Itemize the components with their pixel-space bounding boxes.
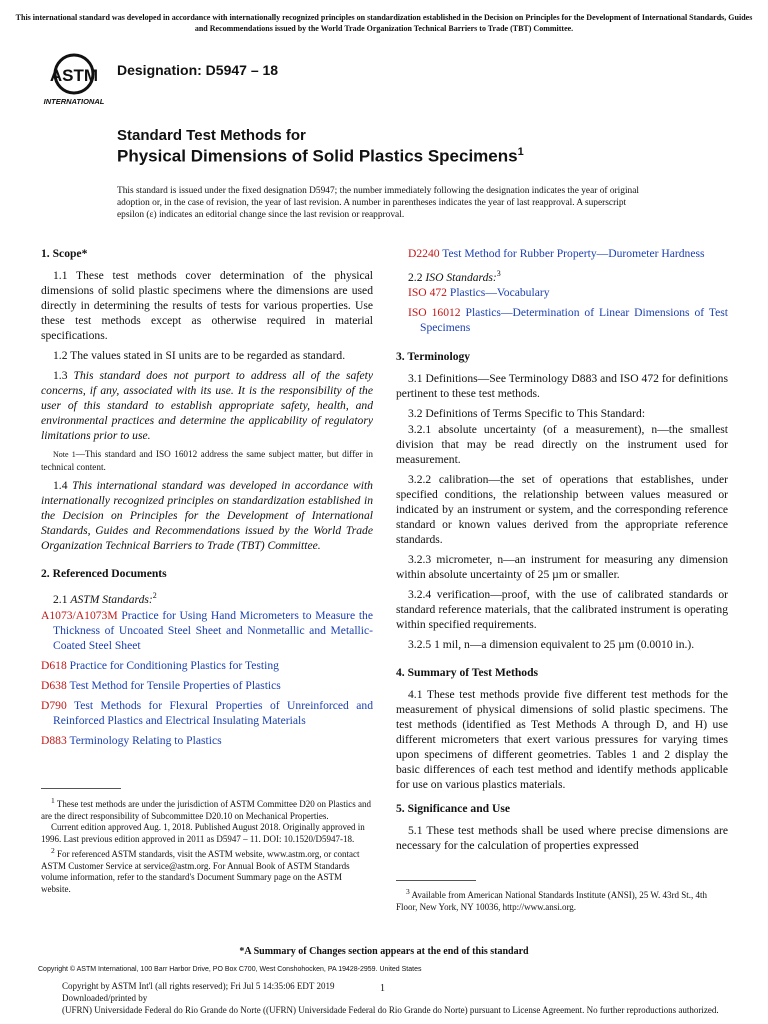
astm-logo xyxy=(38,50,110,106)
ref-code[interactable]: D883 xyxy=(41,733,67,747)
ref-title[interactable]: Terminology Relating to Plastics xyxy=(69,733,222,747)
download-stamp xyxy=(62,980,768,1016)
para-1-3 xyxy=(41,368,373,443)
right-column xyxy=(396,246,728,858)
footnote-text: For referenced ASTM standards, visit the ASTM website, www.astm.org, or contact ASTM Customer Service at service@astm.org. For Annual Book of ASTM Standards volume information, refer to the standard's Document Summary page on the ASTM website. xyxy=(41,849,360,894)
footnote-1: $^1$ These test methods are under the jurisdiction of ASTM Committee D20 on Plastics and are the direct responsibility of Subcommittee D20.10 on Mechanical Properties. xyxy=(41,796,372,821)
ref-code[interactable]: A1073/A1073M xyxy=(41,608,118,622)
ref-title[interactable]: Test Method for Rubber Property—Durometer Hardness xyxy=(442,247,705,260)
ref-iso-16012[interactable] xyxy=(408,305,728,335)
para-4-1: 4.1 These test methods provide five different test methods for the measurement of physical dimensions of solid plastic specimens. The test methods (identified as Test Methods A through D, and H) use different micrometers that exert various pressures for varying times upon specimens of different geometries. Tables 1 and 2 display the basic differences of each test method and identify methods applicable for use on various plastics materials. xyxy=(396,687,728,791)
section-3-heading: 3. Terminology xyxy=(396,349,471,363)
section-5-heading: 5. Significance and Use xyxy=(396,801,511,815)
download-line-2: Downloaded/printed by xyxy=(62,993,148,1003)
ref-title[interactable]: Plastics—Determination of Linear Dimensions of Test Specimens xyxy=(420,305,728,334)
page-number: 1 xyxy=(380,983,385,994)
ref-code[interactable]: D790 xyxy=(41,698,67,712)
left-column xyxy=(41,246,373,753)
ref-d883[interactable] xyxy=(41,733,373,748)
ref-code[interactable]: D618 xyxy=(41,658,67,672)
tbt-notice: This international standard was developed in accordance with internationally recognized principles on standardization established in the Decision on Principles for the Development of International Standards, Guides and Recommendations issued by the World Trade Organization Technical Barriers to Trade (TBT) Committee. xyxy=(15,13,753,33)
note-1 xyxy=(41,448,373,473)
footnote-3: $^3$ Available from American National Standards Institute (ANSI), 25 W. 43rd St., 4th Floor, New York, NY 10036, http://www.ansi.org. xyxy=(396,887,708,912)
section-2-heading: 2. Referenced Documents xyxy=(41,567,167,580)
para-3-2-5: 3.2.5 1 mil, n—a dimension equivalent to 25 µm (0.0010 in.). xyxy=(408,637,695,651)
para-text: This standard does not purport to address all of the safety concerns, if any, associated with its use. It is the responsibility of the user of this standard to establish appropriate safety, health, and environmental practices and determine the applicability of regulatory limitations prior to use. xyxy=(41,369,373,442)
footnote-marker[interactable]: 3 xyxy=(496,269,501,278)
issue-statement: This standard is issued under the fixed designation D5947; the number immediately following the designation indicates the year of original adoption or, in the case of revision, the year of last revision. A number in parentheses indicates the year of last reapproval. A superscript epsilon (ε) indicates an editorial change since the last revision or reapproval. xyxy=(117,186,640,220)
footnote-text: Available from American National Standards Institute (ANSI), 25 W. 43rd St., 4th Floor, New York, NY 10036, http://www.ansi.org. xyxy=(396,890,708,912)
ref-code[interactable]: D2240 xyxy=(408,247,440,260)
para-2-2 xyxy=(396,266,728,285)
para-3-2-3: 3.2.3 micrometer, n—an instrument for measuring any dimension within absolute uncertainty of 25 µm or smaller. xyxy=(396,552,728,581)
download-line-1: Copyright by ASTM Int'l (all rights reserved); Fri Jul 5 14:35:06 EDT 2019 xyxy=(62,981,335,991)
para-3-1: 3.1 Definitions—See Terminology D883 and ISO 472 for definitions pertinent to these test methods. xyxy=(396,371,728,400)
section-1-heading: 1. Scope* xyxy=(41,247,88,260)
title-line-1: Standard Test Methods for xyxy=(117,127,306,144)
ref-title[interactable]: Plastics—Vocabulary xyxy=(449,285,550,299)
ref-a1073[interactable] xyxy=(41,608,373,653)
ref-d638[interactable] xyxy=(41,678,373,693)
note-text: —This standard and ISO 16012 address the same subject matter, but differ in technical content. xyxy=(41,449,373,472)
download-line-3: (UFRN) Universidade Federal do Rio Grande do Norte ((UFRN) Universidade Federal do Rio Grande do Norte) pursuant to License Agreement. No further reproductions authorized. xyxy=(62,1005,719,1015)
para-1-1: 1.1 These test methods cover determination of the physical dimensions of solid plastic specimens where the dimensions are used directly in determining the results of tests for various properties. Use these test methods except as otherwise required in material specifications. xyxy=(41,269,373,342)
svg-text:ASTM: ASTM xyxy=(49,66,99,85)
left-footnotes xyxy=(41,795,373,895)
svg-text:INTERNATIONAL: INTERNATIONAL xyxy=(43,97,105,106)
copyright-line: Copyright © ASTM International, 100 Barr Harbor Drive, PO Box C700, West Conshohocken, PA 19428-2959. United States xyxy=(38,966,422,973)
ref-d2240[interactable] xyxy=(408,246,728,261)
para-3-2-1: 3.2.1 absolute uncertainty (of a measurement), n—the smallest division that may be read directly on the instrument used for measurement. xyxy=(396,422,728,466)
title-footnote-marker[interactable]: 1 xyxy=(517,146,524,158)
para-text: ASTM Standards: xyxy=(70,592,153,606)
ref-iso-472[interactable] xyxy=(408,285,728,300)
section-4-heading: 4. Summary of Test Methods xyxy=(396,665,539,679)
title-line-2 xyxy=(117,146,524,167)
para-number: 1.3 xyxy=(53,369,68,382)
summary-of-changes-note: *A Summary of Changes section appears at the end of this standard xyxy=(239,946,529,957)
para-5-1: 5.1 These test methods shall be used where precise dimensions are necessary for the calculation of properties expressed xyxy=(396,823,728,852)
para-number: 2.2 xyxy=(408,270,423,284)
footnote-rule xyxy=(396,880,476,881)
iso-reference-list xyxy=(408,285,728,335)
footnote-text: These test methods are under the jurisdiction of ASTM Committee D20 on Plastics and are the direct responsibility of Subcommittee D20.10 on Mechanical Properties. xyxy=(41,799,372,821)
para-number: 2.1 xyxy=(53,592,68,606)
ref-code[interactable]: ISO 472 xyxy=(408,285,447,299)
note-label: Note 1 xyxy=(53,450,76,459)
designation: Designation: D5947 – 18 xyxy=(117,62,279,78)
footnote-marker[interactable]: 2 xyxy=(152,591,157,600)
ref-code[interactable]: D638 xyxy=(41,678,67,692)
para-3-2-4: 3.2.4 verification—proof, with the use of calibrated standards or standard reference materials, that the calibrated instrument is operating within specified requirements. xyxy=(396,587,728,631)
title-text: Physical Dimensions of Solid Plastics Specimens xyxy=(117,146,518,166)
ref-title[interactable]: Practice for Using Hand Micrometers to Measure the Thickness of Uncoated Steel Sheet and Nonmetallic and Metallic-Coated Steel Sheet xyxy=(53,608,373,652)
ref-d618[interactable] xyxy=(41,658,373,673)
para-text: ISO Standards: xyxy=(425,270,497,284)
ref-title[interactable]: Practice for Conditioning Plastics for Testing xyxy=(69,658,279,672)
ref-d790[interactable] xyxy=(41,698,373,728)
para-3-2: 3.2 Definitions of Terms Specific to This Standard: xyxy=(408,406,646,420)
para-3-2-2: 3.2.2 calibration—the set of operations that establishes, under specified conditions, the relationship between values measured or indicated by an instrument or system, and the corresponding reference standard or known values derived from the appropriate reference standards. xyxy=(396,472,728,546)
ref-code[interactable]: ISO 16012 xyxy=(408,305,461,319)
para-text: This international standard was developed in accordance with internationally recognized principles on standardization established in the Decision on Principles for the Development of International Standards, Guides and Recommendations issued by the World Trade Organization Technical Barriers to Trade (TBT) Committee. xyxy=(41,479,373,552)
ref-title[interactable]: Test Method for Tensile Properties of Plastics xyxy=(69,678,281,692)
para-1-4 xyxy=(41,478,373,553)
ref-title[interactable]: Test Methods for Flexural Properties of Unreinforced and Reinforced Plastics and Electrical Insulating Materials xyxy=(53,698,373,727)
right-footnotes xyxy=(396,886,728,913)
footnote-2: $^2$ For referenced ASTM standards, visit the ASTM website, www.astm.org, or contact ASTM Customer Service at service@astm.org. For Annual Book of ASTM Standards volume information, refer to the standard's Document Summary page on the ASTM website. xyxy=(41,846,360,894)
para-1-2: 1.2 The values stated in SI units are to be regarded as standard. xyxy=(53,349,346,362)
footnote-1-edition: Current edition approved Aug. 1, 2018. Published August 2018. Originally approved in 1996. Last previous edition approved in 2011 as D5947 – 11. DOI: 10.1520/D5947-18. xyxy=(41,822,365,844)
para-number: 1.4 xyxy=(53,479,68,492)
footnote-rule xyxy=(41,788,121,789)
para-2-1 xyxy=(41,588,373,607)
astm-reference-list xyxy=(41,608,373,748)
